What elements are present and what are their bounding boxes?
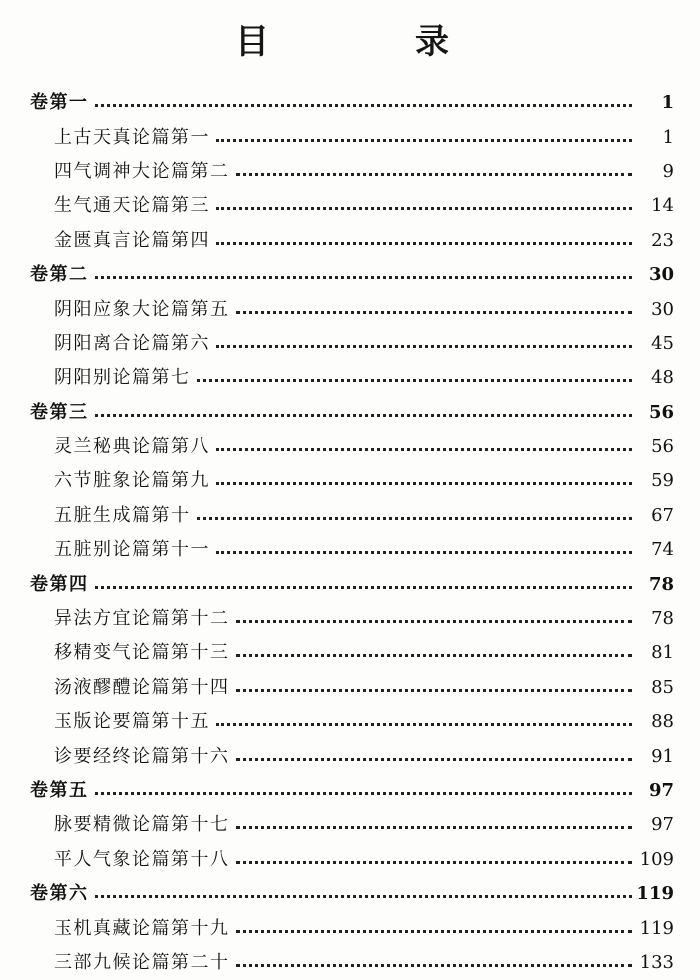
toc-entry-label: 卷第六 [30, 883, 89, 905]
toc-chapter-row[interactable] [0, 361, 700, 395]
toc-page-number: 23 [651, 229, 674, 251]
toc-page-number: 14 [651, 195, 674, 217]
toc-entry-label: 六节脏象论篇第九 [54, 470, 210, 492]
dot-leader [236, 688, 633, 692]
toc-volume-row[interactable] [0, 396, 700, 430]
dot-leader [216, 481, 632, 485]
toc-entry-label: 卷第二 [30, 264, 89, 286]
dot-leader [236, 825, 633, 829]
toc-page-number: 119 [639, 917, 674, 939]
dot-leader [216, 550, 632, 554]
toc-page-number: 91 [651, 745, 674, 767]
dot-leader [236, 653, 633, 657]
dot-leader [197, 378, 633, 382]
toc-chapter-row[interactable] [0, 464, 700, 498]
dot-leader [236, 860, 633, 864]
toc-page-number: 1 [662, 126, 674, 148]
dot-leader [216, 138, 632, 142]
toc-page-number: 78 [651, 608, 674, 630]
toc-chapter-row[interactable] [0, 808, 700, 842]
toc-chapter-row[interactable] [0, 705, 700, 739]
page-title: 目 录 [235, 22, 505, 62]
toc-entry-label: 金匮真言论篇第四 [54, 229, 210, 251]
dot-leader [95, 413, 633, 417]
toc-chapter-row[interactable] [0, 327, 700, 361]
toc-chapter-row[interactable] [0, 189, 700, 223]
toc-page-number: 67 [651, 504, 674, 526]
dot-leader [236, 757, 633, 761]
toc-entry-label: 卷第三 [30, 401, 89, 423]
toc-chapter-row[interactable] [0, 292, 700, 326]
toc-entry-label: 五脏生成篇第十 [54, 504, 191, 526]
toc-page-number: 45 [651, 332, 674, 354]
toc-entry-label: 阴阳应象大论篇第五 [54, 298, 230, 320]
toc-volume-row[interactable] [0, 567, 700, 601]
toc-entry-label: 诊要经终论篇第十六 [54, 745, 230, 767]
toc-entry-label: 上古天真论篇第一 [54, 126, 210, 148]
toc-chapter-row[interactable] [0, 533, 700, 567]
toc-chapter-row[interactable] [0, 671, 700, 705]
toc-page-number: 81 [651, 642, 674, 664]
dot-leader [236, 963, 633, 967]
toc-chapter-row[interactable] [0, 224, 700, 258]
table-of-contents [0, 86, 700, 980]
toc-chapter-row[interactable] [0, 120, 700, 154]
toc-entry-label: 四气调神大论篇第二 [54, 160, 230, 182]
toc-entry-label: 灵兰秘典论篇第八 [54, 436, 210, 458]
toc-page-number: 56 [648, 401, 674, 423]
toc-chapter-row[interactable] [0, 843, 700, 877]
toc-entry-label: 卷第五 [30, 780, 89, 801]
dot-leader [95, 585, 633, 589]
toc-page-number: 133 [639, 951, 674, 973]
dot-leader [236, 619, 633, 623]
dot-leader [236, 310, 633, 314]
dot-leader [95, 275, 633, 279]
dot-leader [95, 791, 633, 795]
dot-leader [216, 344, 632, 348]
dot-leader [236, 929, 633, 933]
toc-volume-row[interactable] [0, 877, 700, 911]
toc-page-number: 59 [651, 470, 674, 492]
toc-entry-label: 卷第四 [30, 573, 89, 595]
toc-page-number: 56 [651, 436, 674, 458]
toc-chapter-row[interactable] [0, 499, 700, 533]
toc-page-number: 85 [651, 676, 674, 698]
dot-leader [236, 172, 633, 176]
toc-entry-label: 五脏别论篇第十一 [54, 539, 210, 561]
toc-page-number: 119 [636, 883, 674, 905]
toc-entry-label: 异法方宜论篇第十二 [54, 608, 230, 630]
toc-entry-label: 玉机真藏论篇第十九 [54, 917, 230, 939]
toc-page-number: 88 [651, 711, 674, 733]
toc-page-number: 30 [648, 264, 674, 286]
toc-chapter-row[interactable] [0, 602, 700, 636]
toc-chapter-row[interactable] [0, 911, 700, 945]
toc-entry-label: 移精变气论篇第十三 [54, 642, 230, 664]
toc-entry-label: 脉要精微论篇第十七 [54, 814, 230, 836]
toc-page-number: 78 [648, 573, 674, 595]
dot-leader [216, 722, 632, 726]
toc-entry-label: 玉版论要篇第十五 [54, 711, 210, 733]
toc-page-number: 109 [639, 848, 674, 870]
toc-page-number: 48 [651, 367, 674, 389]
dot-leader [216, 447, 632, 451]
toc-entry-label: 汤液醪醴论篇第十四 [54, 676, 230, 698]
toc-page-number: 97 [651, 814, 674, 836]
toc-chapter-row[interactable] [0, 430, 700, 464]
toc-page-number: 30 [651, 298, 674, 320]
toc-volume-row[interactable] [0, 86, 700, 120]
dot-leader [197, 516, 633, 520]
dot-leader [95, 894, 633, 898]
toc-chapter-row[interactable] [0, 636, 700, 670]
toc-page-number: 74 [651, 539, 674, 561]
toc-entry-label: 阴阳离合论篇第六 [54, 332, 210, 354]
toc-entry-label: 生气通天论篇第三 [54, 195, 210, 217]
toc-entry-label: 阴阳别论篇第七 [54, 367, 191, 389]
toc-page-number: 9 [662, 160, 674, 182]
toc-page-number: 1 [661, 92, 674, 114]
toc-page-number: 97 [648, 780, 674, 801]
toc-chapter-row[interactable] [0, 739, 700, 773]
dot-leader [95, 103, 633, 107]
toc-entry-label: 卷第一 [30, 92, 89, 114]
dot-leader [216, 241, 632, 245]
dot-leader [216, 206, 632, 210]
toc-volume-row[interactable] [0, 774, 700, 808]
toc-volume-row[interactable] [0, 258, 700, 292]
toc-chapter-row[interactable] [0, 155, 700, 189]
toc-entry-label: 平人气象论篇第十八 [54, 848, 230, 870]
toc-entry-label: 三部九候论篇第二十 [54, 951, 230, 973]
